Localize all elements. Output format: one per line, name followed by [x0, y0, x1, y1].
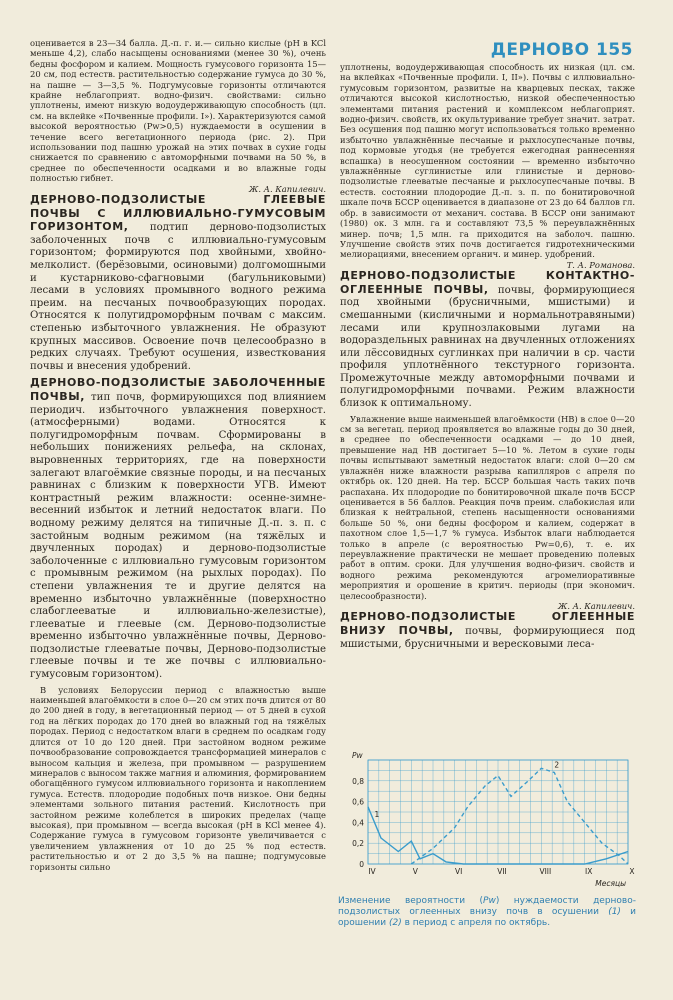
x-tick-label: VIII	[539, 867, 552, 876]
running-header: ДЕРНОВО 155	[490, 40, 633, 60]
y-tick-label: 0,8	[352, 776, 364, 786]
right-author-1: Т. А. Романова.	[566, 259, 635, 270]
left-column	[30, 38, 326, 872]
y-tick-label: 0,6	[352, 797, 364, 807]
entry-gleyed-illuvial	[30, 194, 326, 373]
caption-part: ) нуждаемости дерново-подзолистых оглеенных внизу почв в осушении	[338, 896, 636, 918]
entry-contact-gleyed	[340, 270, 635, 411]
right-column	[340, 62, 635, 651]
left-paragraph-1: оценивается в 23—34 балла. Д.-п. г. и.— сильно кислые (рН в KCl меньше 4,2), слабо насыщены основаниями (менее 30 %), очень бедны фосфором и калием. Мощность гумусового горизонта 15—20 см, под естеств. растительностью содержание гумуса до 30 %, на пашне — 3—3,5 %. Подгумусовые горизонты отличаются крайне неблагоприят. водно-физич. свойствами: сильно уплотнены, имеют низкую водоудерживающую способность (цл. см. на вклейке «Почвенные профили. I»). Характеризуются самой высокой вероятностью (Pw>0,5) нуждаемости в осушении в течение всего вегетационного периода (рис. 2). При использовании под пашню урожай на этих почвах в сухие годы снижается по сравнению с автоморфными почвами на 50 %, в среднее по обеспеченности осадками и во влажные годы полностью гибнет.	[30, 38, 326, 184]
x-tick-label: IX	[584, 867, 593, 876]
x-tick-label: X	[629, 867, 635, 876]
entry-heading: ДЕРНОВО-ПОДЗОЛИСТЫЕ ЗАБОЛОЧЕННЫЕ ПОЧВЫ,	[30, 376, 326, 403]
caption-part: Изменение вероятности (	[338, 896, 484, 906]
entry-swamped-soils	[30, 377, 326, 681]
caption-pw: Pw	[483, 896, 496, 906]
right-paragraph-3: Увлажнение выше наименьшей влагоёмкости (НВ) в слое 0—20 см за вегетац. период проявляется во влажные годы до 30 дней, в среднее по обеспеченности осадками — до 10 дней, превышение над НВ достигает 5—10 %. Летом в сухие годы почвы испытывают заметный недостаток влаги: слой 0—20 см увлажнён ниже влажности разрыва капилляров с апреля по октябрь ок. 120 дней. На тер. БССР большая часть таких почв распахана. Их плодородие по бонитировочной шкале почв БССР оценивается в 56 баллов. Реакция почв преим. слабокислая или близкая к нейтральной, степень насыщенности основаниями больше 50 %, они бедны фосфором и калием, содержат в пахотном слое 1,5—1,7 % гумуса. Избыток влаги наблюдается только в апреле (с вероятностью Pw=0,6), т. е. их переувлажнение практически не мешает проведению полевых работ в оптим. сроки. Для улучшения водно-физич. свойств и водного режима рекомендуются агромелиоративные мероприятия и орошение в критич. периоды (при экономич. целесообразности).	[340, 413, 635, 601]
entry-body: почвы, формирующиеся под хвойными (брусничными, мшистыми) и смешанными (кисличными и нормальнотравяными) лесами или крупнозлаковыми лугами на водораздельных равнинах на двучленных отложениях или лёссовидных суглинках при наличии в ср. части профиля уплотнённого текстурного горизонта. Промежуточные между автоморфными почвами и полугидроморфными почвами. Режим влажности близок к оптимальному.	[340, 284, 635, 410]
entry-body: подтип дерново-подзолистых заболоченных почв с иллювиально-гумусовым горизонтом; формируются под хвойными, хвойно-мелколист. (берёзовыми, осиновыми) долгомошными и кустарниково-сфагновыми (багульниковыми) лесами в условиях промывного водного режима преим. на песчаных почвообразующих породах. Относятся к полугидроморфным почвам с максим. степенью избыточного увлажнения. Не образуют крупных массивов. Освоение почв целесообразно в редких случаях. Требуют осушения, известкования почвы и внесения удобрений.	[30, 222, 326, 372]
y-axis-label: Pw	[352, 751, 363, 760]
entry-heading: ДЕРНОВО-ПОДЗОЛИСТЫЕ КОНТАКТНО-ОГЛЕЕННЫЕ ПОЧВЫ,	[340, 269, 635, 296]
right-author-3: Ж. А. Капилевич.	[557, 600, 635, 611]
caption-part: и орошении	[338, 907, 636, 929]
y-tick-label: 0,4	[352, 818, 364, 828]
x-tick-label: VI	[454, 867, 463, 876]
entry-body: тип почв, формирующихся под влиянием периодич. избыточного увлажнения поверхност. (атмосферными) водами. Относятся к полугидроморфным почвам. Сформированы в небольших понижениях рельефа, на склонах, выровненных территориях, где на поверхности залегают влагоёмкие связные породы, и на песчаных равнинах с близким к поверхности УГВ. Имеют контрастный режим влажности: осенне-зимне-весенний избыток и летний недостаток влаги. По водному режиму делятся на типичные Д.-п. з. п. с застойным водным режимом (на тяжёлых и двучленных породах) и дерново-подзолистые заболоченные с иллювиально гумусовым горизонтом с промывным режимом (на рыхлых породах). По степени увлажнения те и другие делятся на временно избыточно увлажнённые (поверхностно слабоглееватые и иллювиально-железистые), глееватые и глеевые (см. Дерново-подзолистые временно избыточно увлажнённые почвы, Дерново-подзолистые глееватые почвы, Дерново-подзолистые глеевые почвы и те же почвы с иллювиально-гумусовым горизонтом).	[30, 392, 326, 681]
left-author-1: Ж. А. Капилевич.	[248, 183, 326, 194]
entry-heading: ДЕРНОВО-ПОДЗОЛИСТЫЕ ГЛЕЕВЫЕ ПОЧВЫ С ИЛЛЮВИАЛЬНО-ГУМУСОВЫМ ГОРИЗОНТОМ,	[30, 193, 326, 234]
chart-svg	[336, 748, 636, 888]
caption-series-1: (1)	[608, 907, 621, 918]
figure-caption	[338, 896, 636, 930]
x-tick-label: V	[412, 867, 418, 876]
entry-heading: ДЕРНОВО-ПОДЗОЛИСТЫЕ ОГЛЕЕННЫЕ ВНИЗУ ПОЧВЫ,	[340, 610, 635, 637]
caption-part: в период с апреля по октябрь.	[401, 918, 551, 929]
x-tick-label: IV	[368, 867, 376, 876]
caption-series-2: (2)	[388, 918, 402, 929]
series-label-1: 1	[374, 810, 380, 820]
entry-gleyed-below	[340, 611, 635, 651]
series-label-2: 2	[554, 760, 560, 770]
y-tick-label: 0,2	[352, 839, 364, 849]
x-tick-label: VII	[497, 867, 507, 876]
right-paragraph-1: уплотнены, водоудерживающая способность их низкая (цл. см. на вклейках «Почвенные профили. I, II»). Почвы с иллювиально-гумусовым горизонтом, развитые на кварцевых песках, также отличаются высокой кислотностью, низкой обеспеченностью элементами питания растений и комплексом неблагоприят. водно-физич. свойств, их окультуривание требует значит. затрат. Без осушения под пашню могут использоваться только временно избыточно увлажнённые песчаные и рыхлосупесчаные почвы, под кормовые угодья (не требуется ежегодная раннесенняя вспашка) в неосушенном состоянии — временно избыточно увлажнённые суглинистые или глинистые и дерново-подзолистые глееватые песчаные и рыхлосупесчаные почвы. В естеств. состоянии плодородие Д.-п. з. п. по бонитировочной шкале почв БССР оценивается в диапазоне от 23 до 64 баллов гл. обр. в зависимости от механич. состава. В БССР они занимают (1980) ок. 3 млн. га и составляют 73,5 % переувлажнённых минер. почв; 1,5 млн. га приходится на заболоч. пашню. Улучшение свойств этих почв достигается гидротехническими мелиорациями, внесением органич. и минер. удобрений.	[340, 62, 635, 260]
x-axis-label: Месяцы	[595, 879, 626, 888]
entry-body: почвы, формирующиеся под мшистыми, брусничными и вересковыми леса-	[340, 625, 635, 650]
y-tick-label: 0	[359, 860, 364, 869]
figure-pw-chart	[336, 748, 636, 888]
left-paragraph-4: В условиях Белоруссии период с влажностью выше наименьшей влагоёмкости в слое 0—20 см этих почв длится от 80 до 200 дней в году, в вегетационный период — от 5 дней в сухой год на лёгких породах до 170 дней во влажный год на тяжёлых породах. Период с недостатком влаги в среднем по осадкам году длится от 10 до 120 дней. При застойном водном режиме почвообразование сопровождается трансформацией минералов с выносом кальция и железа, при промывном — разрушением минералов с выносом также магния и алюминия, формированием обогащённого гумусом иллювиального горизонта и накоплением гумуса. Естеств. плодородие подобных почв низкое. Они бедны элементами зольного питания растений. Кислотность при застойном режиме колеблется в широких пределах (чаще высокая), при промывном — всегда высокая (рН в KCl менее 4). Содержание гумуса в гумусовом горизонте увеличивается с увеличением увлажнения от 10 до 25 % под естеств. растительностью и от 2 до 3,5 % на пашне; подгумусовые горизонты сильно	[30, 684, 326, 872]
